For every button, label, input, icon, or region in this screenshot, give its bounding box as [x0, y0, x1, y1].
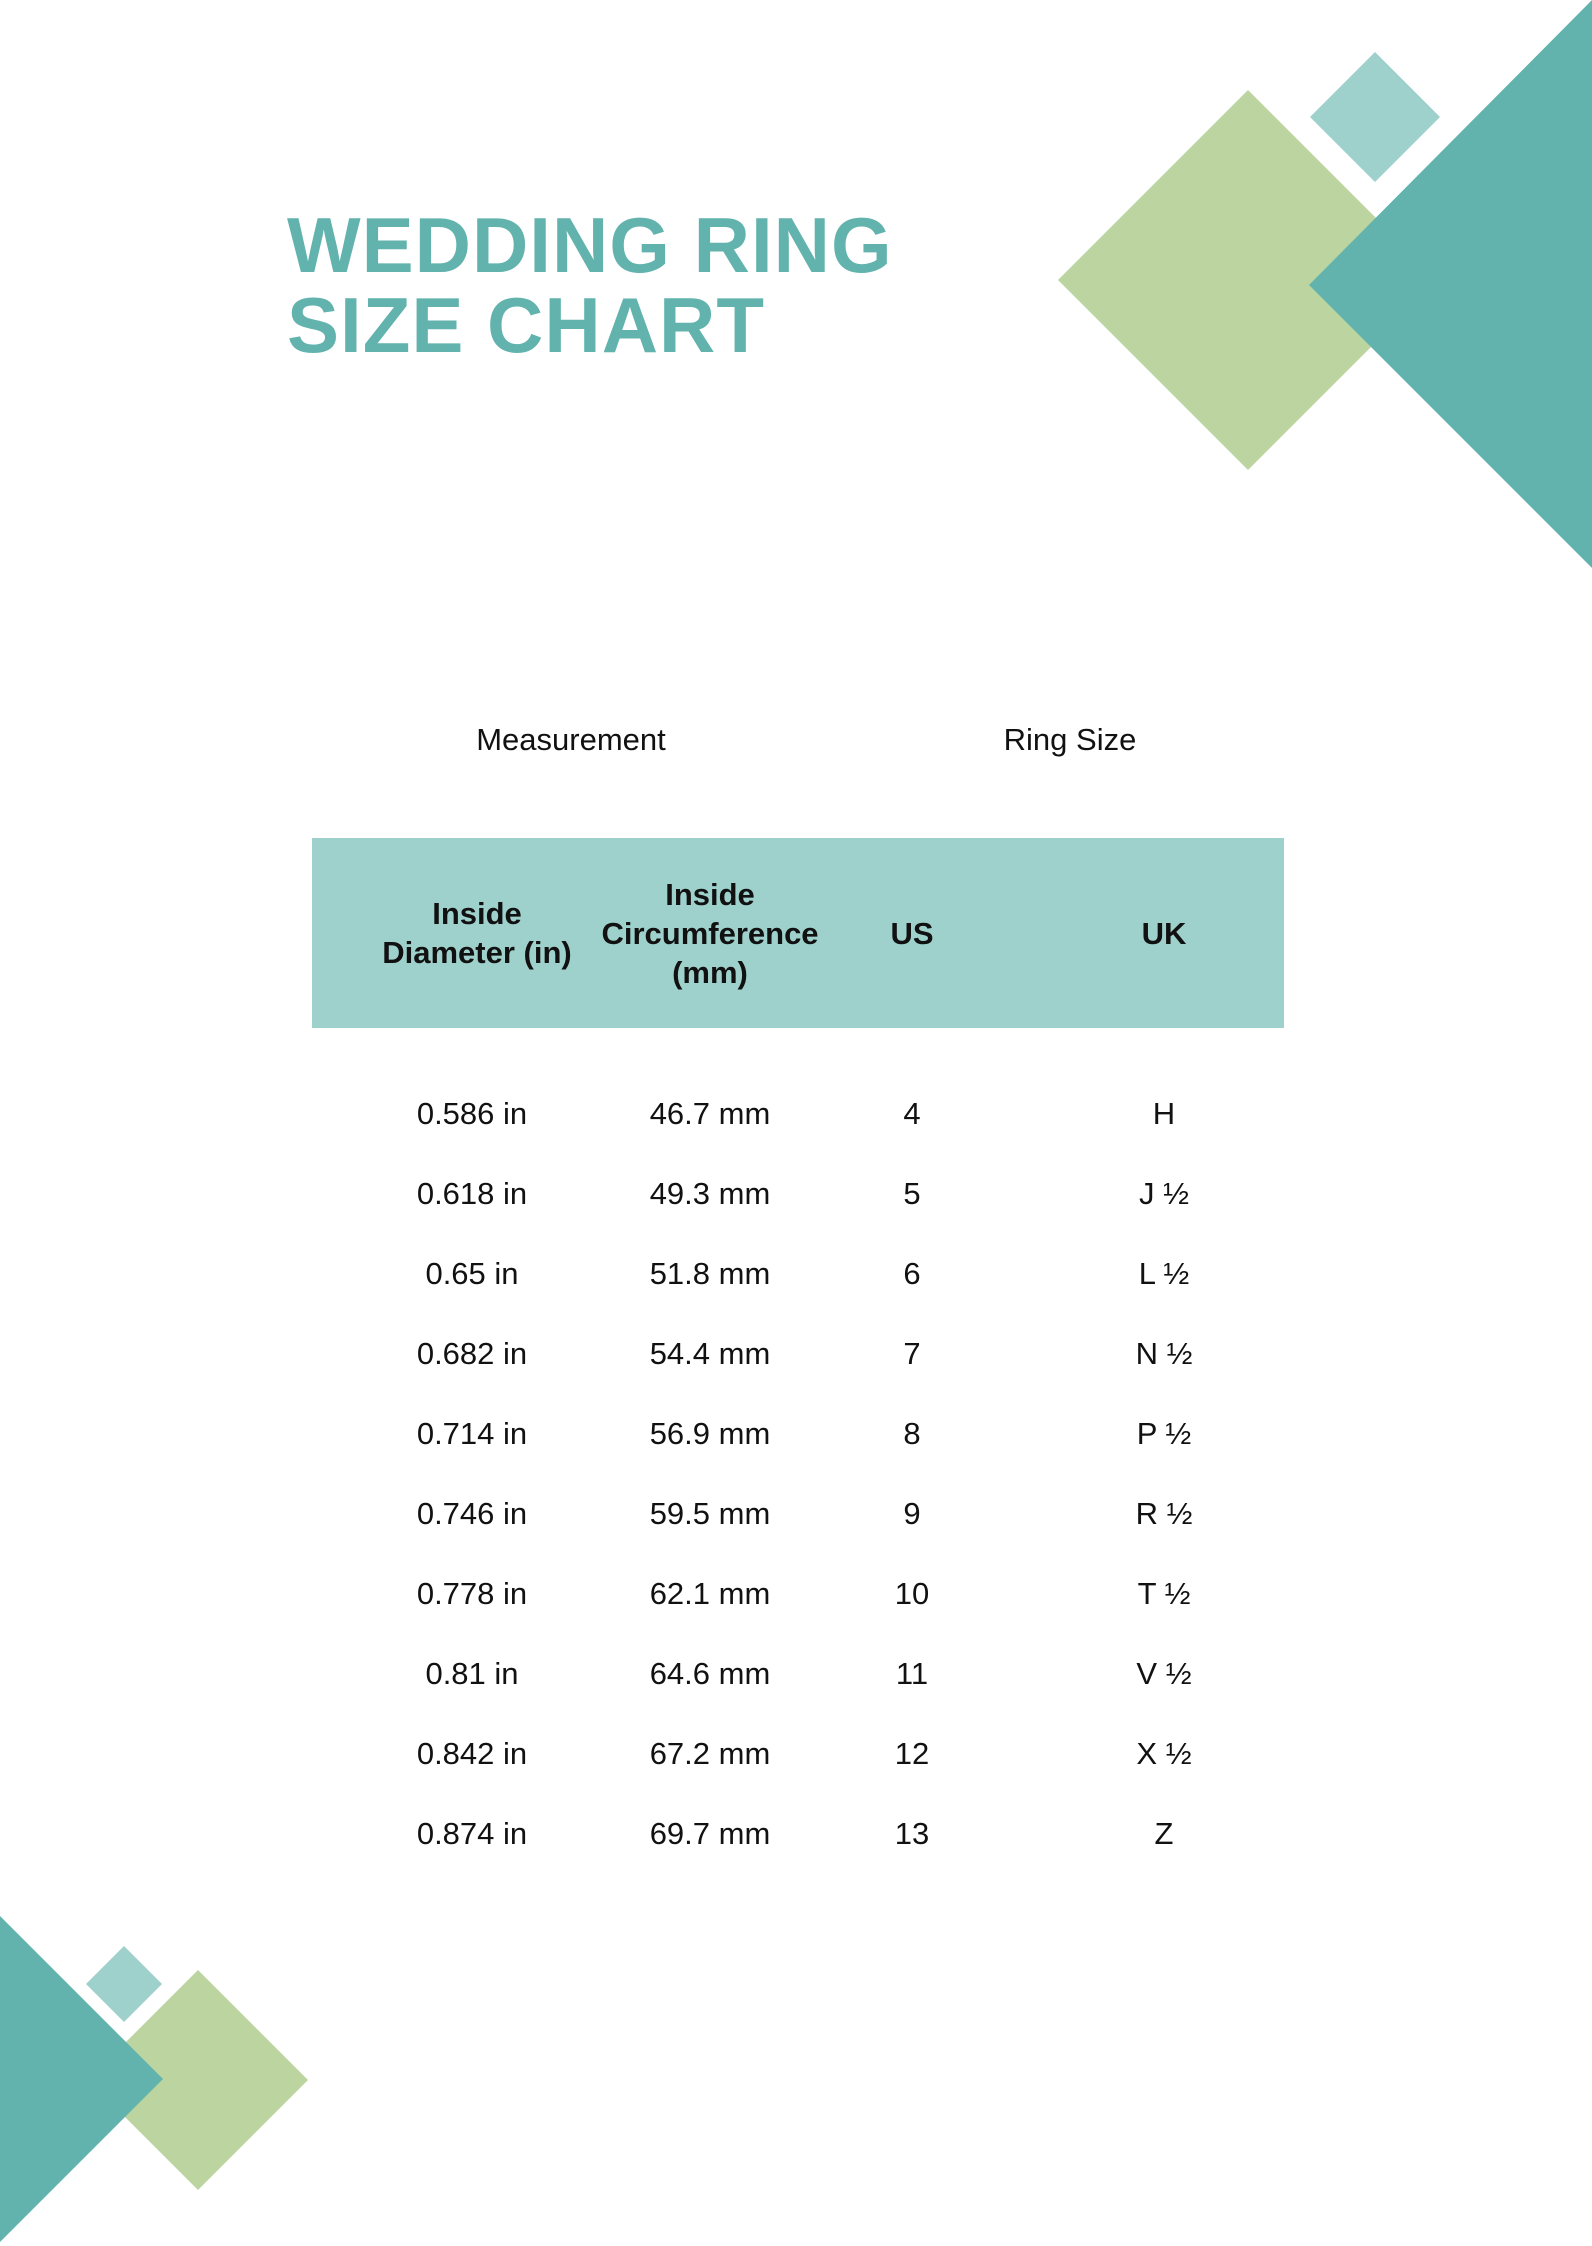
- cell-diameter: 0.682 in: [416, 1336, 528, 1371]
- cell-uk: X ½: [1136, 1736, 1192, 1771]
- cell-circumference: 51.8 mm: [649, 1256, 771, 1291]
- cell-uk: Z: [1154, 1816, 1174, 1851]
- cell-diameter: 0.746 in: [416, 1496, 528, 1531]
- header-inside-diameter: Inside Diameter (in): [382, 896, 572, 970]
- table-row: [312, 1794, 1284, 1874]
- cell-us: 4: [903, 1096, 921, 1131]
- cell-diameter: 0.65 in: [425, 1256, 519, 1291]
- cell-uk: N ½: [1135, 1336, 1193, 1371]
- cell-uk: V ½: [1136, 1656, 1192, 1691]
- cell-diameter: 0.81 in: [425, 1656, 519, 1691]
- cell-us: 6: [903, 1256, 921, 1291]
- cell-us: 11: [895, 1656, 929, 1691]
- cell-diameter: 0.874 in: [416, 1816, 528, 1851]
- cell-uk: J ½: [1139, 1176, 1189, 1211]
- cell-uk: P ½: [1136, 1416, 1192, 1451]
- title-line-1: WEDDING RING: [287, 201, 893, 289]
- table-row: [312, 1154, 1284, 1234]
- cell-circumference: 69.7 mm: [649, 1816, 771, 1851]
- measurement-group-label: Measurement: [476, 722, 666, 757]
- header-inside-circumference: Inside Circumference (mm): [601, 876, 819, 990]
- cell-circumference: 67.2 mm: [649, 1736, 771, 1771]
- cell-circumference: 64.6 mm: [649, 1656, 771, 1691]
- page-title: [287, 201, 893, 369]
- cell-uk: T ½: [1137, 1576, 1191, 1611]
- title-line-2: SIZE CHART: [287, 281, 765, 369]
- table-body: [312, 1074, 1284, 1874]
- table-row: [312, 1634, 1284, 1714]
- cell-circumference: 54.4 mm: [649, 1336, 771, 1371]
- table-row: [312, 1234, 1284, 1314]
- ring-size-group-label: Ring Size: [1003, 722, 1137, 757]
- cell-us: 7: [903, 1336, 921, 1371]
- table-row: [312, 1714, 1284, 1794]
- header-us: US: [890, 915, 934, 951]
- cell-us: 10: [894, 1576, 930, 1611]
- cell-circumference: 59.5 mm: [649, 1496, 771, 1531]
- cell-circumference: 56.9 mm: [649, 1416, 771, 1451]
- table-row: [312, 1474, 1284, 1554]
- cell-diameter: 0.618 in: [416, 1176, 528, 1211]
- cell-diameter: 0.842 in: [416, 1736, 528, 1771]
- cell-us: 13: [894, 1816, 930, 1851]
- table-header: [312, 838, 1284, 1028]
- cell-uk: H: [1152, 1096, 1176, 1131]
- cell-uk: R ½: [1135, 1496, 1193, 1531]
- table-row: [312, 1314, 1284, 1394]
- cell-us: 5: [903, 1176, 921, 1211]
- table-row: [312, 1394, 1284, 1474]
- small-teal-diamond-top: [1310, 52, 1440, 182]
- header-uk: UK: [1141, 915, 1187, 951]
- cell-circumference: 46.7 mm: [649, 1096, 771, 1131]
- cell-uk: L ½: [1138, 1256, 1190, 1291]
- cell-circumference: 49.3 mm: [649, 1176, 771, 1211]
- small-teal-diamond-bottom: [86, 1946, 162, 2022]
- cell-circumference: 62.1 mm: [649, 1576, 771, 1611]
- cell-us: 12: [894, 1736, 930, 1771]
- cell-us: 9: [903, 1496, 921, 1531]
- cell-us: 8: [903, 1416, 921, 1451]
- cell-diameter: 0.778 in: [416, 1576, 528, 1611]
- table-row: [312, 1554, 1284, 1634]
- cell-diameter: 0.714 in: [416, 1416, 528, 1451]
- table-row: [312, 1074, 1284, 1154]
- cell-diameter: 0.586 in: [416, 1096, 528, 1131]
